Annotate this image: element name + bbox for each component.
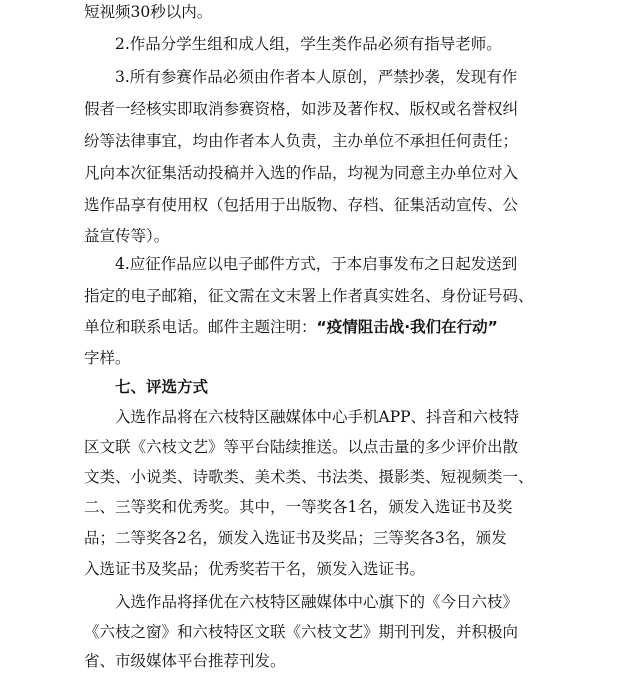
text-line: 入选作品将择优在六枝特区融媒体中心旗下的《今日六枝》 bbox=[115, 593, 519, 611]
text-line: 4.应征作品应以电子邮件方式，于本启事发布之日起发送到 bbox=[115, 255, 518, 273]
email-subject-emphasis: “疫情阻击战·我们在行动” bbox=[316, 318, 498, 336]
text-line: 文类、小说类、诗歌类、美术类、书法类、摄影类、短视频类一、 bbox=[84, 468, 534, 486]
text-line: 《六枝之窗》和六枝特区文联《六枝文艺》期刊刊发，并积极向 bbox=[84, 623, 519, 641]
text-line: 字样。 bbox=[84, 349, 131, 367]
text-line: 二、三等奖和优秀奖。其中，一等奖各1名，颁发入选证书及奖 bbox=[84, 498, 513, 516]
text-line: 选作品享有使用权（包括用于出版物、存档、征集活动宣传、公 bbox=[84, 196, 519, 214]
text-line: 品；二等奖各2名，颁发入选证书及奖品；三等奖各3名，颁发 bbox=[84, 529, 507, 547]
text-line: 假者一经核实即取消参赛资格，如涉及著作权、版权或名誉权纠 bbox=[84, 100, 519, 118]
text-line: 纷等法律事宜，均由作者本人负责，主办单位不承担任何责任； bbox=[84, 132, 519, 150]
text-line: 入选证书及奖品；优秀奖若干名，颁发入选证书。 bbox=[84, 560, 426, 578]
text-line: 凡向本次征集活动投稿并入选的作品，均视为同意主办单位对入 bbox=[84, 164, 519, 182]
text-segment: 单位和联系电话。邮件主题注明： bbox=[84, 318, 317, 336]
text-line: 省、市级媒体平台推荐刊发。 bbox=[84, 652, 286, 670]
text-line: 益宣传等）。 bbox=[84, 227, 170, 245]
text-line: 区文联《六枝文艺》等平台陆续推送。以点击量的多少评价出散 bbox=[84, 438, 519, 456]
text-line: 入选作品将在六枝特区融媒体中心手机APP、抖音和六枝特 bbox=[115, 408, 520, 426]
section-heading: 七、评选方式 bbox=[115, 378, 209, 396]
text-line: 短视频30秒以内。 bbox=[84, 3, 213, 21]
text-line: 3.所有参赛作品必须由作者本人原创，严禁抄袭，发现有作 bbox=[115, 68, 518, 86]
text-line: 指定的电子邮箱，征文需在文末署上作者真实姓名、身份证号码、 bbox=[84, 287, 534, 305]
text-line bbox=[84, 317, 498, 337]
text-line: 2.作品分学生组和成人组，学生类作品必须有指导老师。 bbox=[115, 35, 502, 53]
